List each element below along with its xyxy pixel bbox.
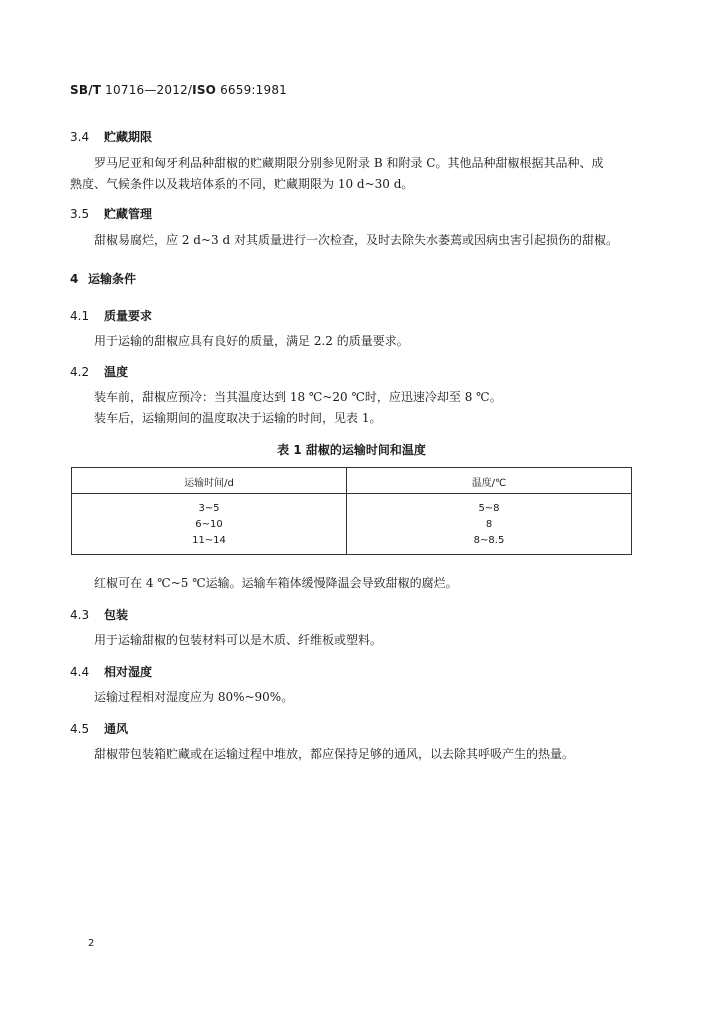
section-number: 3.5 — [70, 207, 90, 221]
section-4-4-text: 运输过程相对湿度应为 80%~90%。 — [94, 690, 294, 704]
table-cell: 3~5 — [198, 503, 220, 514]
section-3-4-text — [70, 153, 639, 195]
section-title: 贮藏管理 — [104, 207, 153, 221]
section-title: 温度 — [104, 365, 129, 379]
table-cell: 5~8 — [478, 503, 500, 514]
section-4-heading — [70, 270, 136, 287]
section-3-5-text: 甜椒易腐烂，应 2 d~3 d 对其质量进行一次检查，及时去除失水萎蔫或因病虫害引起损伤的甜椒。 — [94, 233, 618, 247]
section-4-2-text — [94, 387, 639, 429]
section-title: 运输条件 — [88, 272, 137, 286]
section-4-5-text: 甜椒带包装箱贮藏或在运输过程中堆放，都应保持足够的通风，以去除其呼吸产生的热量。 — [94, 747, 575, 761]
section-4-4-heading — [70, 663, 152, 680]
section-number: 4.2 — [70, 365, 90, 379]
table-caption: 表 1 甜椒的运输时间和温度 — [277, 443, 426, 457]
iso-prefix: ISO — [192, 83, 217, 97]
section-title: 包装 — [104, 608, 129, 622]
section-title: 贮藏期限 — [104, 130, 153, 144]
section-3-4-heading — [70, 128, 152, 145]
table-cell: 6~10 — [195, 519, 223, 530]
section-number: 4.1 — [70, 309, 90, 323]
iso-number: 6659:1981 — [216, 83, 288, 97]
transport-table — [71, 467, 632, 555]
section-title: 质量要求 — [104, 309, 153, 323]
paragraph-line: 装车前，甜椒应预冷：当其温度达到 18 ℃~20 ℃时，应迅速冷却至 8 ℃。 — [94, 390, 502, 404]
section-4-1-heading — [70, 307, 152, 324]
section-number: 3.4 — [70, 130, 90, 144]
standard-code-header — [70, 83, 287, 97]
table-cell: 11~14 — [192, 535, 226, 546]
page-number: 2 — [88, 938, 95, 949]
section-number: 4.4 — [70, 665, 90, 679]
section-3-5-heading — [70, 205, 152, 222]
section-4-5-heading — [70, 720, 128, 737]
section-4-1-text: 用于运输的甜椒应具有良好的质量，满足 2.2 的质量要求。 — [94, 334, 409, 348]
paragraph-line: 熟度、气候条件以及栽培体系的不同，贮藏期限为 10 d~30 d。 — [70, 177, 414, 191]
section-4-3-heading — [70, 606, 128, 623]
section-number: 4.3 — [70, 608, 90, 622]
section-4-3-text: 用于运输甜椒的包装材料可以是木质、纤维板或塑料。 — [94, 633, 383, 647]
section-number: 4 — [70, 272, 79, 286]
section-title: 通风 — [104, 722, 129, 736]
table-header-cell: 运输时间/d — [184, 478, 234, 489]
after-table-text: 红椒可在 4 ℃~5 ℃运输。运输车箱体缓慢降温会导致甜椒的腐烂。 — [94, 576, 458, 590]
table-header-cell: 温度/℃ — [471, 478, 507, 489]
section-4-2-heading — [70, 363, 128, 380]
paragraph-line: 装车后，运输期间的温度取决于运输的时间，见表 1。 — [94, 411, 382, 425]
code-number: 10716—2012/ — [101, 83, 193, 97]
table-cell: 8~8.5 — [473, 535, 505, 546]
table-cell: 8 — [485, 519, 493, 530]
section-title: 相对湿度 — [104, 665, 153, 679]
code-prefix: SB/T — [70, 83, 102, 97]
section-number: 4.5 — [70, 722, 90, 736]
paragraph-line: 罗马尼亚和匈牙利品种甜椒的贮藏期限分别参见附录 B 和附录 C。其他品种甜椒根据其品种、成 — [94, 156, 604, 170]
